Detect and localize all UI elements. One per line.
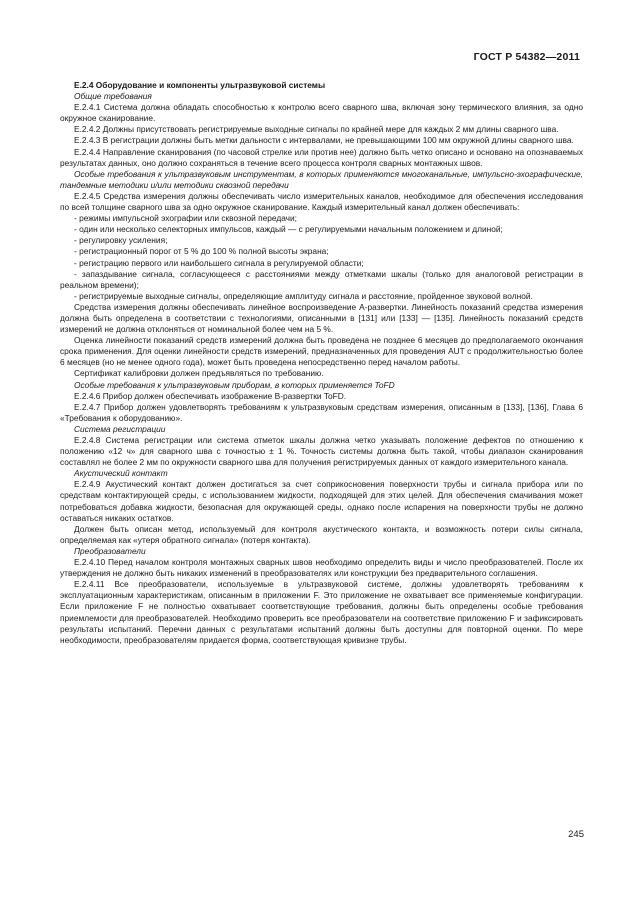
paragraph: Е.2.4.1 Система должна обладать способностью к контролю всего сварного шва, включая зону термического влияния, за одно окружное сканирование. <box>60 102 583 124</box>
paragraph: - регистрируемые выходные сигналы, определяющие амплитуду сигнала и расстояние, пройденное звуковой волной. <box>74 290 533 301</box>
paragraph: Е.2.4.5 Средства измерения должны обеспечивать число измерительных каналов, необходимое для обеспечения исследования по всей толщине сварного шва за одно окружное сканирование. Каждый измерительный канал должен обеспечивать: <box>60 190 583 213</box>
subsection-title: Преобразователи <box>74 545 146 556</box>
subsection-title: Акустический контакт <box>74 468 168 479</box>
subsection-title: Общие требования <box>74 91 152 102</box>
paragraph: Е.2.4.6 Прибор должен обеспечивать изображение В-развертки ToFD. <box>74 390 347 401</box>
paragraph: Е.2.4.10 Перед началом контроля монтажных сварных швов необходимо определить виды и число преобразователей. После их утверждения не должно быть никаких изменений в преобразователях или конструкции без предварительного соглашения. <box>60 557 583 579</box>
paragraph: Сертификат калибровки должен предъявляться по требованию. <box>74 368 324 379</box>
paragraph: Е.2.4.11 Все преобразователи, используемые в ультразвуковой системе, должны удовлетворять требованиям к эксплуатационным характеристикам, описанным в приложении F. Это приложение не охватывает все применяемые конфигурации. Если приложение F не полностью охватывает соответствующие требования, должны быть определены особые требования приемлемости для преобразователей. Необходимо проверить все преобразователи на соответствие приложению F и зафиксировать результаты испытаний. Перечни данных с результатами испытаний должны быть доступны для повторной оценки. По мере необходимости, преобразователям придается форма, соответствующая кривизне трубы. <box>60 579 583 645</box>
subsection-title: Особые требования к ультразвуковым приборам, в которых применяется ToFD <box>74 379 395 390</box>
paragraph: Е.2.4.7 Прибор должен удовлетворять требованиям к ультразвуковым средствам измерения, описанным в [133], [136], Глава 6 «Требования к оборудованию». <box>60 401 583 423</box>
paragraph: Е.2.4.3 В регистрации должны быть метки дальности с интервалами, не превышающими 100 мм окружной длины сварного шва. <box>74 135 574 146</box>
paragraph: - режимы импульсной эхографии или сквозной передачи; <box>74 213 297 224</box>
paragraph: Средства измерения должны обеспечивать линейное воспроизведение А-развертки. Линейность показаний средства измерения должна быть определена в соответствии с технологиями, описанными в [131] или [133] — [135]. Линейность показаний средств измерений не должна отклоняться от номинальной более чем на 5 %. <box>60 301 583 335</box>
document-header: ГОСТ Р 54382—2011 <box>473 51 580 63</box>
paragraph: Должен быть описан метод, используемый для контроля акустического контакта, и возможность потери силы сигнала, определяемая как «утеря обратного сигнала» (потеря контакта). <box>60 523 583 545</box>
document-body <box>60 80 583 646</box>
paragraph: Е.2.4.8 Система регистрации или система отметок шкалы должна четко указывать положение дефектов по отношению к положению «12 ч» для сварного шва с точностью ± 1 %. Точность системы должна быть такой, чтобы диапазон сканирования составлял не более 2 мм по окружности сварного шва для получения регистрируемых данных от каждого измерительного канала. <box>60 435 583 468</box>
paragraph: - один или несколько селекторных импульсов, каждый — с регулируемыми начальным положением и длиной; <box>74 224 503 235</box>
subsection-title: Особые требования к ультразвуковым инструментам, в которых применяются многоканальные, импульсно-эхографические, тандемные методики и/или методики сквозной передачи <box>60 168 583 190</box>
paragraph: - регистрационный порог от 5 % до 100 % полной высоты экрана; <box>74 246 329 257</box>
paragraph: - регулировку усиления; <box>74 235 168 246</box>
paragraph: Е.2.4.2 Должны присутствовать регистрируемые выходные сигналы по крайней мере для каждых 2 мм длины сварного шва. <box>74 124 559 135</box>
paragraph: Е.2.4.9 Акустический контакт должен достигаться за счет соприкосновения поверхности трубы и сигнала прибора или по средствам контактирующей среды, с использованием жидкости, подходящей для этих целей. Для обеспечения смачивания может потребоваться добавка жидкости, безопасная для окружающей среды, однако после испарения на поверхности трубы не должно оставаться никаких остатков. <box>60 479 583 523</box>
paragraph: Е.2.4.4 Направление сканирования (по часовой стрелке или против нее) должно быть четко описано и основано на опознаваемых результатах данных, оно должно сохраняться в течение всего процесса контроля сварных монтажных швов. <box>60 146 583 168</box>
paragraph: - регистрацию первого или наибольшего сигнала в регулируемой области; <box>74 257 364 268</box>
subsection-title: Система регистрации <box>74 423 166 434</box>
page-number: 245 <box>568 829 584 840</box>
section-heading: Е.2.4 Оборудование и компоненты ультразвуковой системы <box>74 80 326 90</box>
paragraph: Оценка линейности показаний средств измерений должна быть проведена не позднее 6 месяцев до предполагаемого окончания срока применения. Для оценки линейности средств измерений, предназначенных для проведения AUT с продолжительностью более 6 месяцев (но не менее одного года), может быть проведена непосредственно перед началом работы. <box>60 335 583 368</box>
paragraph: - запаздывание сигнала, согласующееся с расстояниями между отметками шкалы (только для аналоговой регистрации в реальном времени); <box>60 268 583 290</box>
